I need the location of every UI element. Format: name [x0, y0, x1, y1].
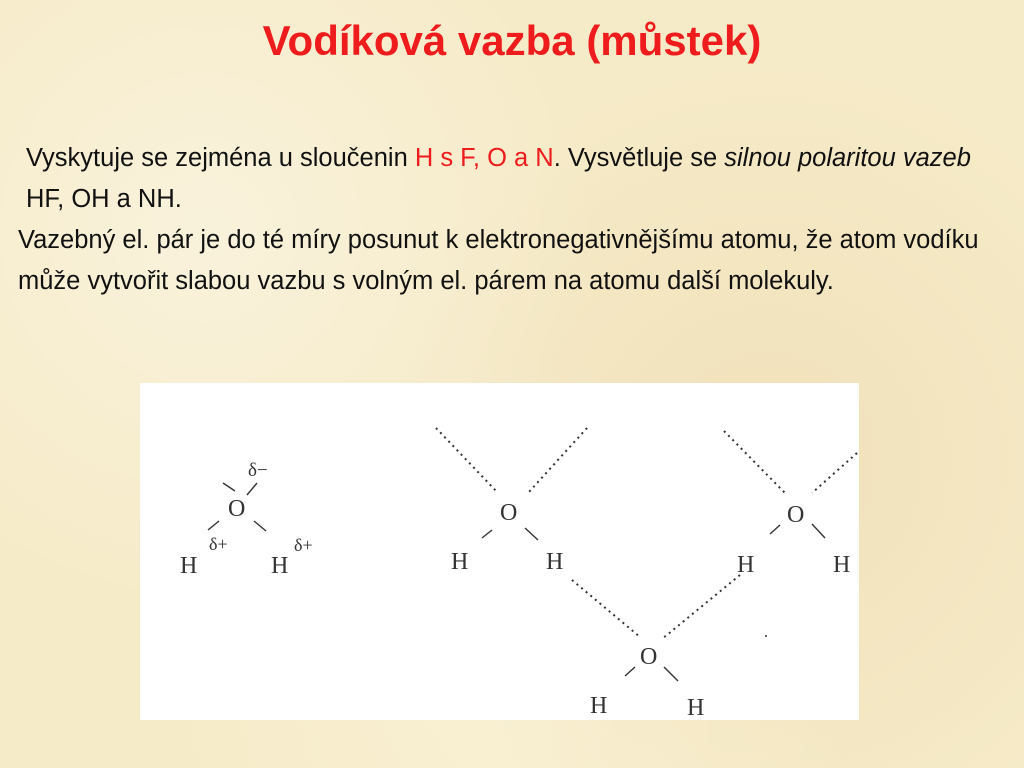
m2-bond-left [482, 530, 492, 538]
m3-oxygen: O [787, 502, 805, 528]
paragraph-2: Vazebný el. pár je do té míry posunut k elektronegativnějšímu atomu, že atom vodíku může vytvořit slabou vazbu s volným el. párem na atomu další molekuly. [18, 226, 979, 295]
p1-highlight: H s F, O a N [414, 144, 554, 172]
h-bond-m3-right [812, 453, 857, 493]
m3-hydrogen-right: H [833, 552, 851, 578]
m1-hydrogen-left: H [180, 553, 198, 579]
paragraph-1 [18, 138, 1008, 220]
h-bond-m2-right [528, 428, 587, 493]
m4-bond-right [664, 667, 678, 681]
m4-hydrogen-right: H [687, 695, 705, 720]
diagram-svg [140, 383, 859, 720]
speck [765, 635, 767, 637]
m2-bond-right [525, 528, 538, 540]
slide-title: Vodíková vazba (můstek) [262, 17, 762, 64]
m1-lone-pair-left [223, 483, 235, 491]
m3-bond-right [812, 524, 825, 538]
m1-delta-minus: δ− [248, 460, 268, 481]
m1-delta-plus-left: δ+ [209, 534, 228, 554]
m4-bond-left [625, 667, 635, 676]
m2-hydrogen-right: H [546, 549, 564, 575]
m1-oxygen: O [228, 496, 246, 522]
m4-hydrogen-left: H [590, 693, 608, 719]
body-text [18, 138, 1008, 302]
hydrogen-bond-diagram [140, 383, 859, 720]
h-bond-m3-left [724, 431, 785, 493]
p1-text-3: HF, OH a NH. [26, 185, 182, 213]
h-bond-m2-left [436, 428, 498, 493]
h-bond-m2-m4 [572, 580, 640, 637]
m3-bond-left [770, 525, 780, 534]
p1-text-1: Vyskytuje se zejména u sloučenin [26, 144, 415, 172]
h-bond-m3-m4 [662, 575, 740, 639]
p1-italic: silnou polaritou vazeb [724, 144, 971, 172]
m2-hydrogen-left: H [451, 549, 469, 575]
m3-hydrogen-left: H [737, 552, 755, 578]
m1-lone-pair-right [247, 483, 257, 495]
p1-text-2: . Vysvětluje se [553, 144, 725, 172]
m1-delta-plus-right: δ+ [294, 535, 313, 555]
m1-hydrogen-right: H [271, 553, 289, 579]
m1-bond-left [208, 521, 219, 530]
m4-oxygen: O [640, 644, 658, 670]
m1-bond-right [254, 521, 266, 531]
m2-oxygen: O [500, 500, 518, 526]
